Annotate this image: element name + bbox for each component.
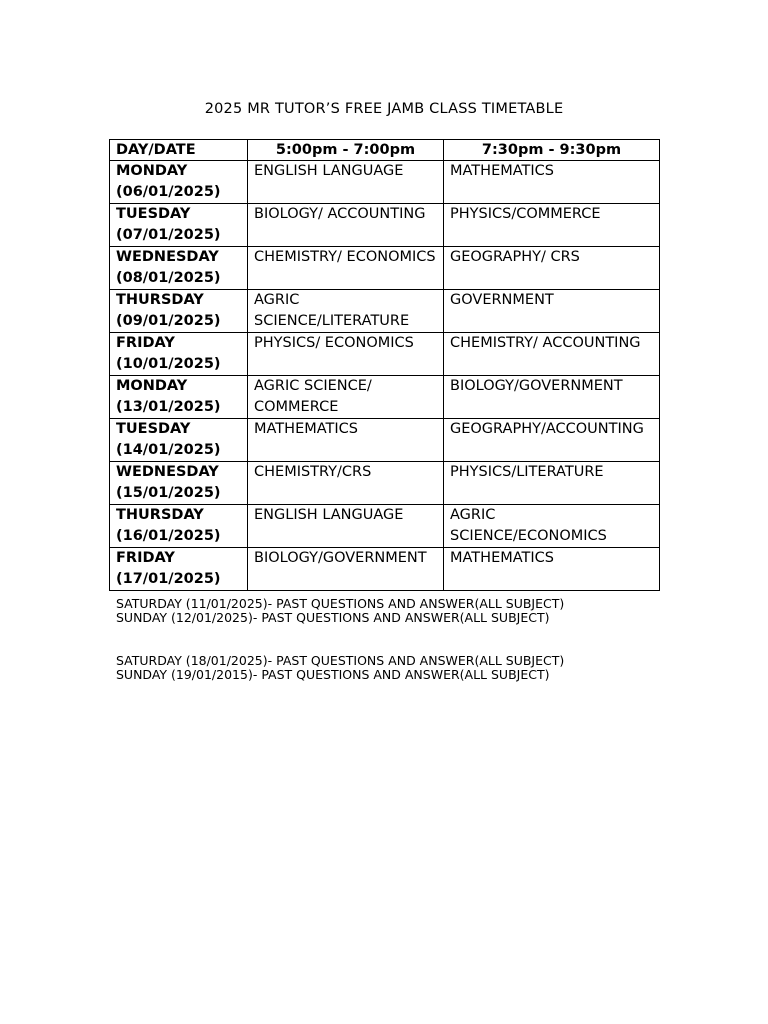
slot-2-cell: CHEMISTRY/ ACCOUNTING xyxy=(444,333,660,376)
day-cell xyxy=(110,548,248,591)
slot-1-cell: CHEMISTRY/CRS xyxy=(248,462,444,505)
day-date: (09/01/2025) xyxy=(116,313,221,329)
day-date: (06/01/2025) xyxy=(116,184,221,200)
slot-2-cell: PHYSICS/COMMERCE xyxy=(444,204,660,247)
slot-1-cell: ENGLISH LANGUAGE xyxy=(248,161,444,204)
table-row xyxy=(110,247,660,290)
day-date: (10/01/2025) xyxy=(116,356,221,372)
slot-1-cell: CHEMISTRY/ ECONOMICS xyxy=(248,247,444,290)
slot-1-cell: AGRIC SCIENCE/LITERATURE xyxy=(248,290,444,333)
day-date: (14/01/2025) xyxy=(116,442,221,458)
day-name: MONDAY xyxy=(116,378,188,394)
slot-2-cell: BIOLOGY/GOVERNMENT xyxy=(444,376,660,419)
day-date: (13/01/2025) xyxy=(116,399,221,415)
page-title: 2025 MR TUTOR’S FREE JAMB CLASS TIMETABLE xyxy=(204,101,564,117)
header-slot-1: 5:00pm - 7:00pm xyxy=(248,140,444,161)
day-cell xyxy=(110,204,248,247)
table-row xyxy=(110,333,660,376)
day-date: (15/01/2025) xyxy=(116,485,221,501)
day-cell xyxy=(110,247,248,290)
day-date: (16/01/2025) xyxy=(116,528,221,544)
slot-2-cell: GOVERNMENT xyxy=(444,290,660,333)
table-row xyxy=(110,462,660,505)
header-day-date: DAY/DATE xyxy=(110,140,248,161)
day-date: (07/01/2025) xyxy=(116,227,221,243)
slot-2-cell: GEOGRAPHY/ CRS xyxy=(444,247,660,290)
day-name: THURSDAY xyxy=(116,507,204,523)
table-row xyxy=(110,161,660,204)
table-row xyxy=(110,290,660,333)
day-cell xyxy=(110,333,248,376)
weekend-notes xyxy=(116,597,564,682)
day-name: TUESDAY xyxy=(116,421,191,437)
table-row xyxy=(110,548,660,591)
table-row xyxy=(110,376,660,419)
note-line: SUNDAY (19/01/2015)- PAST QUESTIONS AND ANSWER(ALL SUBJECT) xyxy=(116,667,550,682)
header-slot-2: 7:30pm - 9:30pm xyxy=(444,140,660,161)
day-cell xyxy=(110,462,248,505)
day-cell xyxy=(110,161,248,204)
day-name: WEDNESDAY xyxy=(116,464,219,480)
day-name: MONDAY xyxy=(116,163,188,179)
day-name: THURSDAY xyxy=(116,292,204,308)
table-header-row xyxy=(110,140,660,161)
day-date: (17/01/2025) xyxy=(116,571,221,587)
table-row xyxy=(110,419,660,462)
day-date: (08/01/2025) xyxy=(116,270,221,286)
slot-2-cell: GEOGRAPHY/ACCOUNTING xyxy=(444,419,660,462)
timetable xyxy=(109,139,660,591)
note-line: SATURDAY (11/01/2025)- PAST QUESTIONS AND ANSWER(ALL SUBJECT) xyxy=(116,596,565,611)
day-name: WEDNESDAY xyxy=(116,249,219,265)
slot-2-cell: MATHEMATICS xyxy=(444,548,660,591)
slot-1-cell: BIOLOGY/ ACCOUNTING xyxy=(248,204,444,247)
slot-2-cell: PHYSICS/LITERATURE xyxy=(444,462,660,505)
slot-1-cell: MATHEMATICS xyxy=(248,419,444,462)
slot-2-cell: AGRIC SCIENCE/ECONOMICS xyxy=(444,505,660,548)
day-cell xyxy=(110,505,248,548)
table-row xyxy=(110,505,660,548)
day-cell xyxy=(110,290,248,333)
slot-1-cell: ENGLISH LANGUAGE xyxy=(248,505,444,548)
slot-2-cell: MATHEMATICS xyxy=(444,161,660,204)
notes-spacer xyxy=(116,625,564,654)
slot-1-cell: AGRIC SCIENCE/ COMMERCE xyxy=(248,376,444,419)
day-cell xyxy=(110,419,248,462)
note-line: SUNDAY (12/01/2025)- PAST QUESTIONS AND ANSWER(ALL SUBJECT) xyxy=(116,610,550,625)
day-cell xyxy=(110,376,248,419)
table-row xyxy=(110,204,660,247)
day-name: FRIDAY xyxy=(116,550,175,566)
day-name: FRIDAY xyxy=(116,335,175,351)
day-name: TUESDAY xyxy=(116,206,191,222)
slot-1-cell: BIOLOGY/GOVERNMENT xyxy=(248,548,444,591)
slot-1-cell: PHYSICS/ ECONOMICS xyxy=(248,333,444,376)
note-line: SATURDAY (18/01/2025)- PAST QUESTIONS AND ANSWER(ALL SUBJECT) xyxy=(116,653,565,668)
